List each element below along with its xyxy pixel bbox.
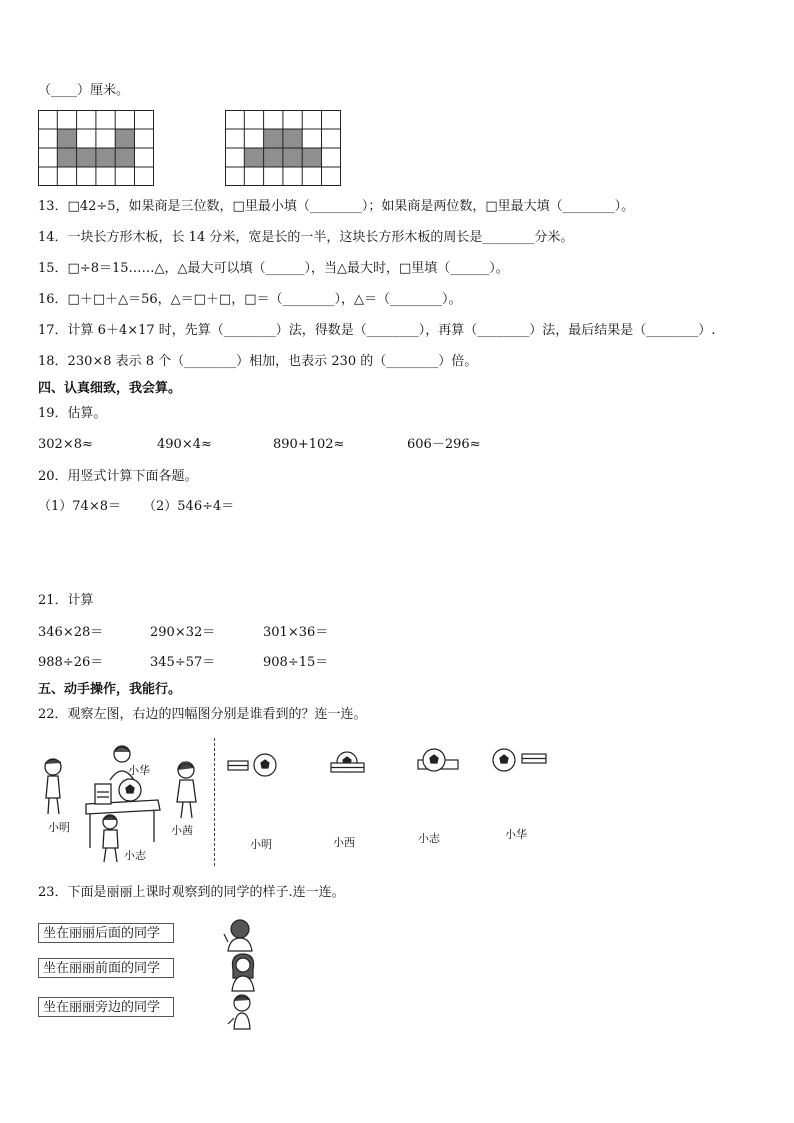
view-2 [328, 748, 373, 778]
person-label-xiaozhi: 小志 [124, 849, 146, 862]
q12-tail: （____）厘米。 [38, 83, 130, 98]
view-label-3: 小志 [418, 832, 440, 845]
view-4 [490, 746, 550, 776]
estimate-item: 302×8≈ [38, 437, 93, 452]
calc-item: 346×28＝ [38, 625, 104, 640]
table-scene-illustration [38, 740, 213, 870]
question-13: 13．□42÷5，如果商是三位数，□里最小填（________）；如果商是两位数，□里最大填（________）。 [38, 199, 635, 214]
calc-item: 988÷26＝ [38, 655, 104, 670]
person-label-xiaoming: 小明 [48, 821, 70, 834]
calc-item: 290×32＝ [150, 625, 216, 640]
question-18: 18．230×8 表示 8 个（________）相加，也表示 230 的（________）倍。 [38, 354, 478, 369]
question-19: 19．估算。 [38, 406, 107, 421]
calc-item: 908÷15＝ [263, 655, 329, 670]
dashed-divider [214, 738, 215, 866]
estimate-item: 606－296≈ [407, 437, 481, 452]
q23-box-behind: 坐在丽丽后面的同学 [38, 923, 174, 943]
section-4-heading: 四、认真细致，我会算。 [38, 381, 182, 396]
child-front-view [226, 952, 260, 992]
view-1 [226, 752, 286, 782]
calc-item: 345÷57＝ [150, 655, 216, 670]
view-3 [415, 746, 465, 776]
view-label-1: 小明 [250, 838, 272, 851]
view-label-4: 小华 [505, 828, 527, 841]
question-22: 22．观察左图，右边的四幅图分别是谁看到的？连一连。 [38, 707, 367, 722]
person-label-xiaoxi: 小茜 [171, 824, 193, 837]
question-23: 23．下面是丽丽上课时观察到的同学的样子.连一连。 [38, 885, 345, 900]
grid-figure-right [225, 110, 341, 186]
child-back-view [222, 918, 258, 952]
question-15: 15．□÷8＝15……△，△最大可以填（______），当△最大时，□里填（______）。 [38, 261, 509, 276]
question-17: 17．计算 6＋4×17 时，先算（________）法，得数是（________），再算（________）法，最后结果是（________）. [38, 323, 716, 338]
question-21: 21．计算 [38, 593, 94, 608]
estimate-item: 490×4≈ [157, 437, 212, 452]
question-16: 16．□＋□＋△＝56，△＝□＋□，□＝（________），△＝（________）。 [38, 292, 462, 307]
q23-box-front: 坐在丽丽前面的同学 [38, 958, 174, 978]
section-5-heading: 五、动手操作，我能行。 [38, 682, 182, 697]
estimate-item: 890+102≈ [273, 437, 345, 452]
q23-box-side: 坐在丽丽旁边的同学 [38, 997, 174, 1017]
q20-item-2: （2）546÷4＝ [143, 499, 235, 514]
child-side-view [226, 992, 258, 1030]
calc-item: 301×36＝ [263, 625, 329, 640]
question-14: 14．一块长方形木板，长 14 分米，宽是长的一半，这块长方形木板的周长是________分米。 [38, 230, 574, 245]
person-label-xiaohua: 小华 [128, 764, 150, 777]
view-label-2: 小西 [333, 836, 355, 849]
q20-item-1: （1）74×8＝ [38, 499, 121, 514]
grid-figure-left [38, 110, 154, 186]
question-20: 20．用竖式计算下面各题。 [38, 469, 198, 484]
